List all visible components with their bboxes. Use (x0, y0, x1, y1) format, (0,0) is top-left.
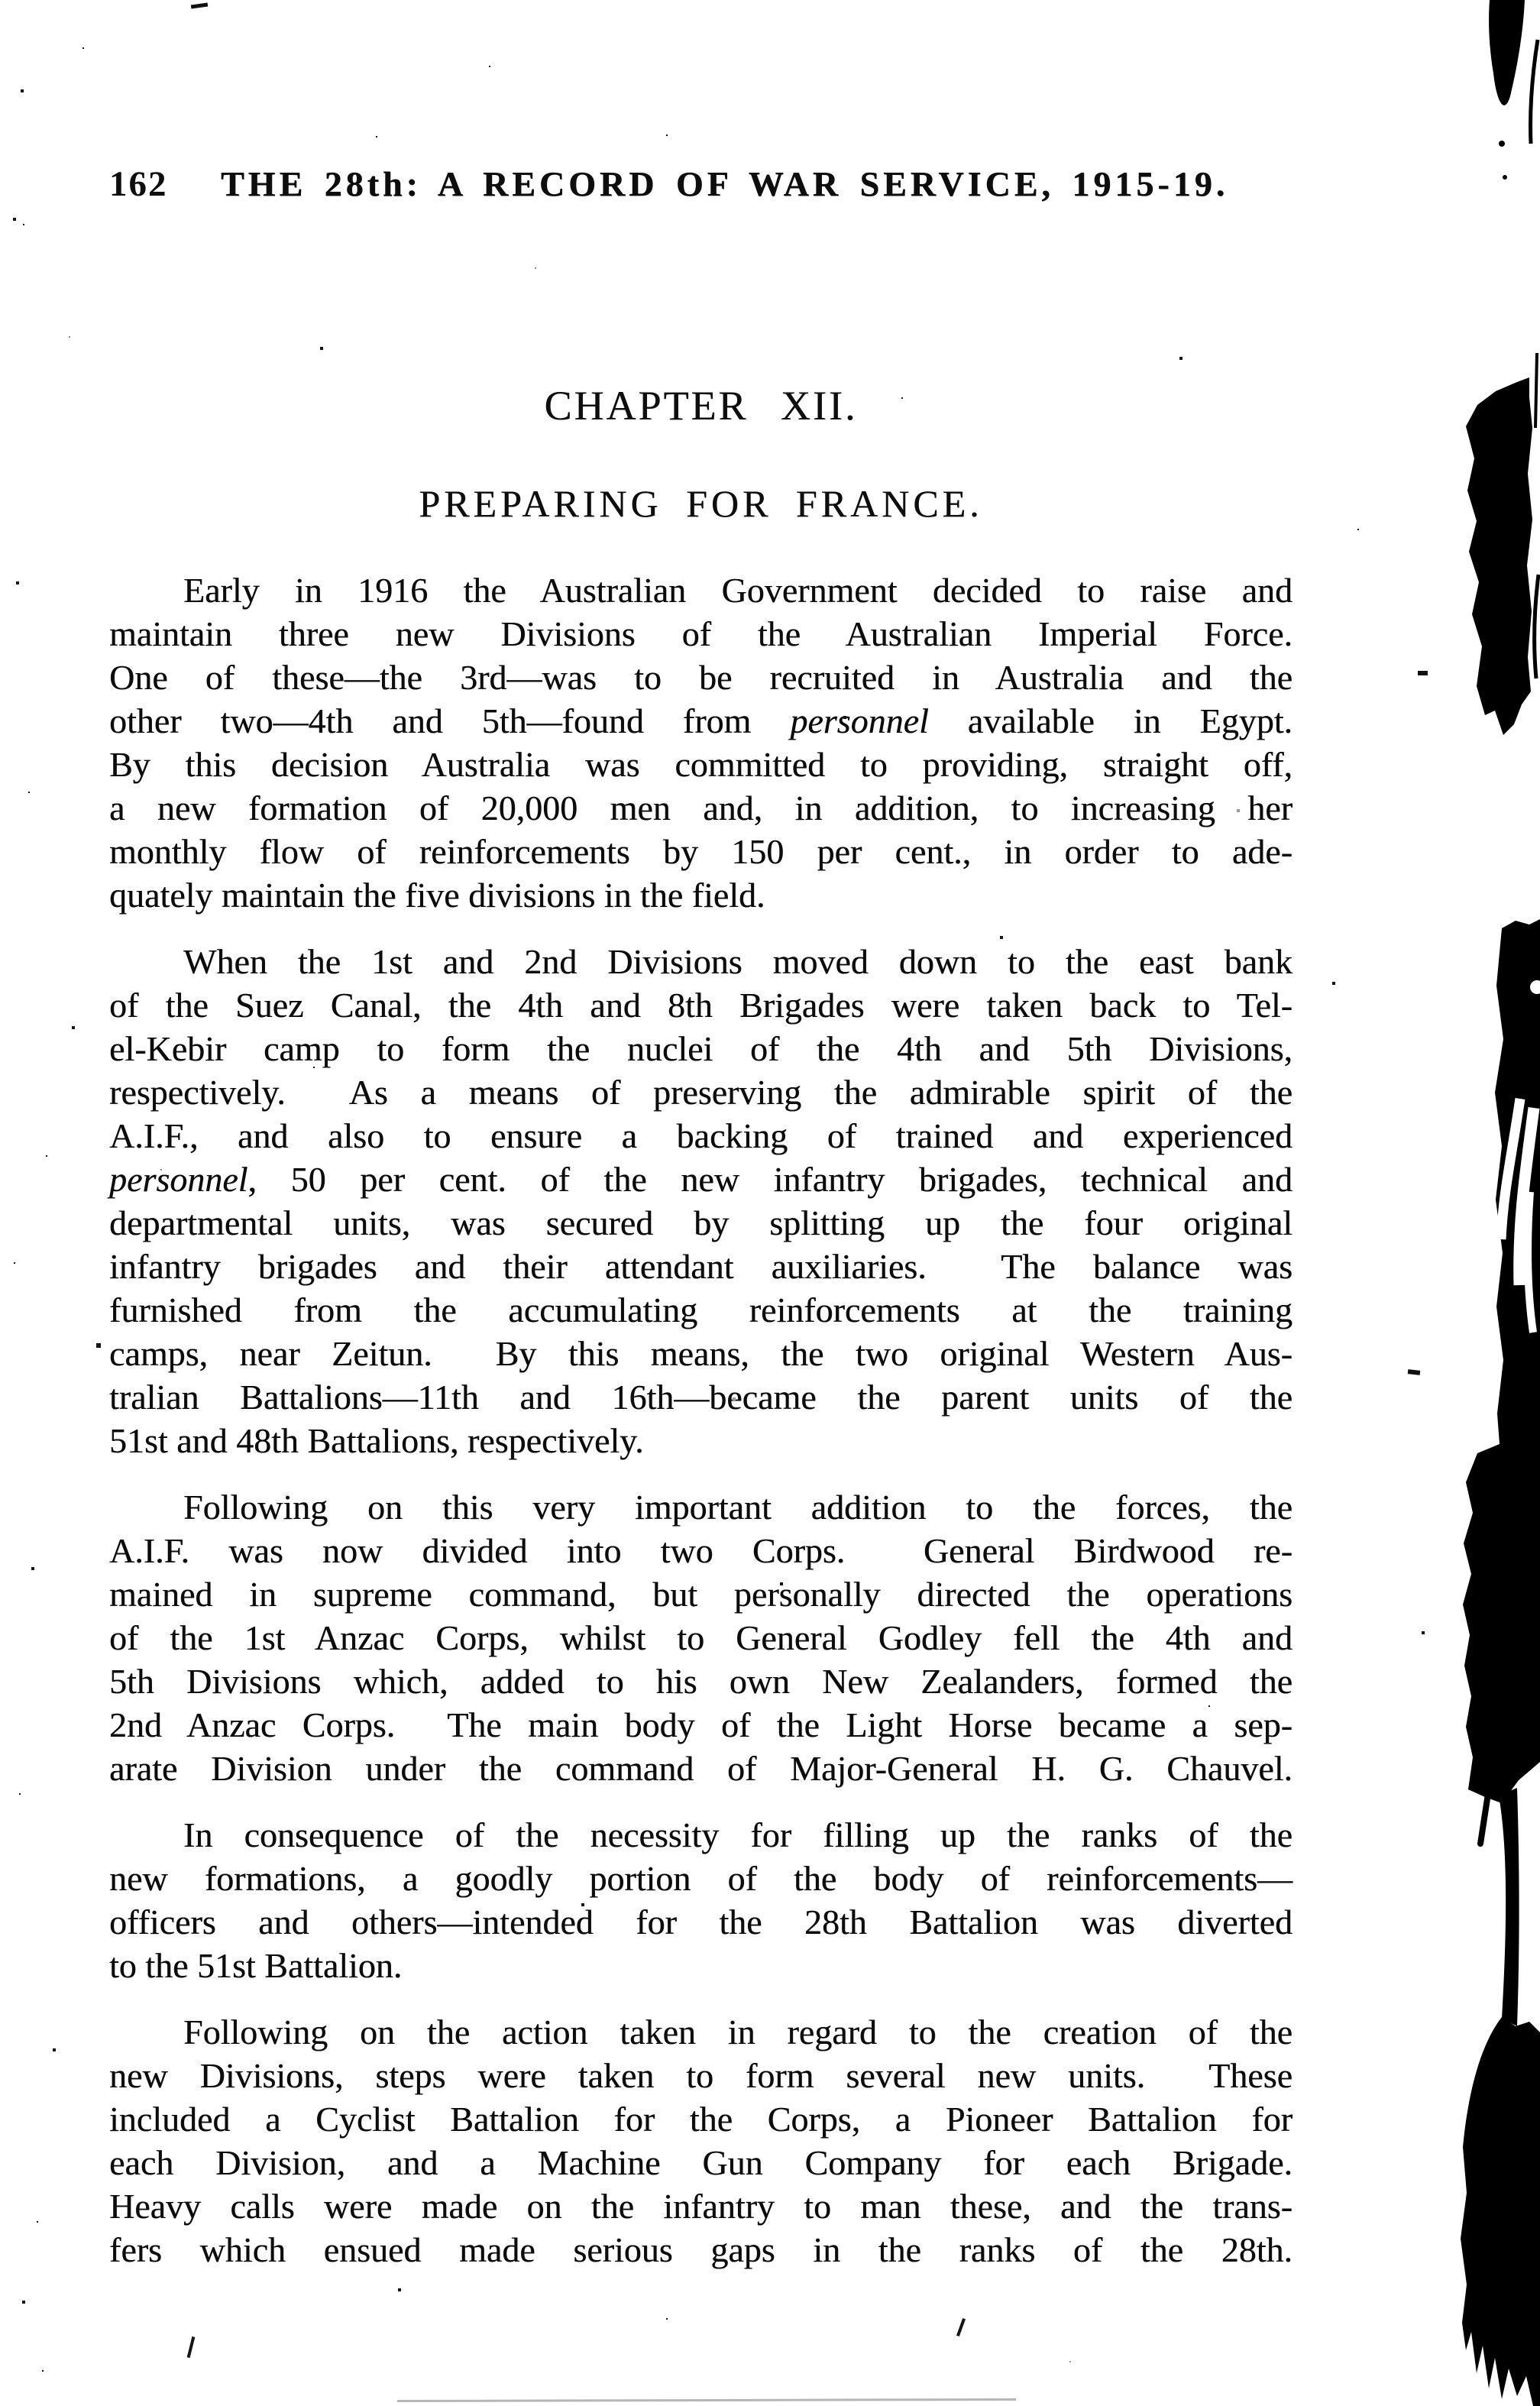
body-text (109, 568, 1292, 2294)
scan-slash-mark (187, 2336, 196, 2358)
paragraph (109, 2010, 1292, 2272)
paragraph (109, 1813, 1292, 1987)
text-line: included a Cyclist Battalion for the Corps, a Pioneer Battalion for (109, 2100, 1292, 2139)
text-line: departmental units, was secured by splitting up the four original (109, 1203, 1292, 1242)
text-line: 5th Divisions which, added to his own New Zealanders, formed the (109, 1662, 1292, 1701)
scan-dash-mark (191, 2, 208, 8)
scan-artifact-right-edge (1387, 0, 1540, 2406)
paragraph (109, 940, 1292, 1462)
chapter-subheading: PREPARING FOR FRANCE. (419, 482, 983, 525)
text-line: camps, near Zeitun. By this means, the two original Western Aus- (109, 1334, 1292, 1373)
text-line: monthly flow of reinforcements by 150 per cent., in order to ade- (109, 832, 1292, 871)
text-line: officers and others—intended for the 28th Battalion was diverted (109, 1902, 1292, 1941)
text-line: other two—4th and 5th—found from personnel available in Egypt. (109, 701, 1292, 740)
chapter-heading: CHAPTER XII. (544, 383, 858, 429)
text-line: quately maintain the five divisions in the field. (109, 876, 765, 915)
text-line: maintain three new Divisions of the Australian Imperial Force. (109, 614, 1292, 653)
scan-speck-dots-faint (0, 0, 2, 2)
text-line: Following on the action taken in regard to the creation of the (183, 2013, 1292, 2051)
text-line: el-Kebir camp to form the nuclei of the 4th and 5th Divisions, (109, 1029, 1292, 1068)
scan-slash-mark (956, 2318, 966, 2336)
running-header (0, 164, 1540, 209)
text-line: a new formation of 20,000 men and, in addition, to increasing her (109, 789, 1292, 827)
text-line: furnished from the accumulating reinforcements at the training (109, 1290, 1292, 1329)
text-line: tralian Battalions—11th and 16th—became the parent units of the (109, 1378, 1292, 1417)
text-line: 2nd Anzac Corps. The main body of the Light Horse became a sep- (109, 1705, 1292, 1744)
paragraph (109, 1485, 1292, 1790)
text-line: fers which ensued made serious gaps in the ranks of the 28th. (109, 2230, 1292, 2269)
text-line: A.I.F. was now divided into two Corps. General Birdwood re- (109, 1531, 1292, 1570)
text-line: of the 1st Anzac Corps, whilst to General Godley fell the 4th and (109, 1618, 1292, 1657)
text-line: arate Division under the command of Major-General H. G. Chauvel. (109, 1749, 1292, 1788)
text-line: mained in supreme command, but personally directed the operations (109, 1575, 1292, 1614)
scan-bottom-edge-line (397, 2398, 1016, 2402)
text-line: Following on this very important addition to the forces, the (183, 1488, 1292, 1527)
text-line: A.I.F., and also to ensure a backing of trained and experienced (109, 1116, 1292, 1155)
text-line: new formations, a goodly portion of the body of reinforcements— (109, 1859, 1292, 1898)
text-line: Heavy calls were made on the infantry to man these, and the trans- (109, 2187, 1292, 2226)
paragraph (109, 568, 1292, 917)
page-number: 162 (109, 164, 168, 204)
text-line: of the Suez Canal, the 4th and 8th Brigades were taken back to Tel- (109, 986, 1292, 1025)
text-line: By this decision Australia was committed to providing, straight off, (109, 745, 1292, 784)
scan-dash-mark (1418, 671, 1428, 675)
text-line: One of these—the 3rd—was to be recruited in Australia and the (109, 658, 1292, 697)
text-line: new Divisions, steps were taken to form several new units. These (109, 2056, 1292, 2095)
text-line: each Division, and a Machine Gun Company for each Brigade. (109, 2143, 1292, 2182)
text-line: respectively. As a means of preserving the admirable spirit of the (109, 1073, 1292, 1112)
text-line: When the 1st and 2nd Divisions moved down to the east bank (183, 942, 1292, 981)
text-line: Early in 1916 the Australian Government decided to raise and (183, 571, 1292, 610)
text-line: In consequence of the necessity for filling up the ranks of the (183, 1815, 1292, 1854)
text-line: infantry brigades and their attendant auxiliaries. The balance was (109, 1247, 1292, 1286)
running-title: THE 28th: A RECORD OF WAR SERVICE, 1915-19. (221, 164, 1229, 203)
text-line: 51st and 48th Battalions, respectively. (109, 1421, 644, 1460)
text-line: to the 51st Battalion. (109, 1946, 403, 1985)
text-line: personnel, 50 per cent. of the new infantry brigades, technical and (109, 1160, 1292, 1199)
